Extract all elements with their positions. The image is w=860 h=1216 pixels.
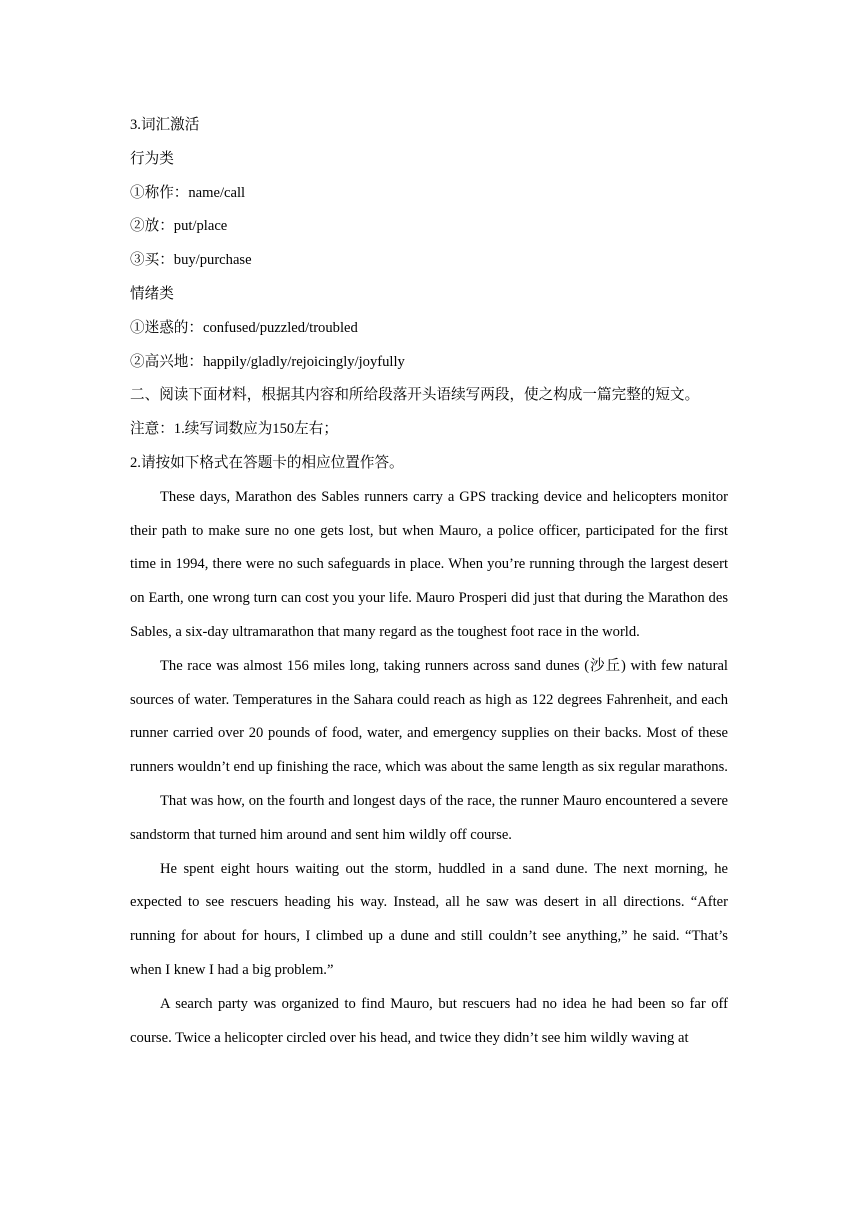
passage-paragraph: The race was almost 156 miles long, taking runners across sand dunes (沙丘) with few natural sources of water. Temperatures in the Sahara could reach as high as 122 degrees Fahrenheit, and each runner carried over 20 pounds of food, water, and emergency supplies on their backs. Most of these runners wouldn’t end up finishing the race, which was about the same length as six regular marathons.: [130, 657, 728, 776]
vocab-item: ①迷惑的：confused/puzzled/troubled: [130, 319, 358, 336]
vocab-item: ①称作：name/call: [130, 184, 246, 201]
task-note-format: 2.请按如下格式在答题卡的相应位置作答。: [130, 454, 404, 471]
task-note-word-count: 注意：1.续写词数应为150左右；: [130, 421, 338, 438]
passage-paragraph: He spent eight hours waiting out the storm, huddled in a sand dune. The next morning, he expected to see rescuers heading his way. Instead, all he saw was desert in all directions. “After running for about for hours, I climbed up a dune and still couldn’t see anything,” he said. “That’s when I knew I had a big problem.”: [130, 860, 728, 978]
vocab-item: ③买：buy/purchase: [130, 252, 252, 269]
passage-paragraph: A search party was organized to find Mauro, but rescuers had no idea he had been so far off course. Twice a helicopter circled over his head, and twice they didn’t see him wildly waving at: [130, 995, 728, 1046]
behavior-category-title: 行为类: [130, 150, 174, 167]
vocab-heading: 3.词汇激活: [130, 117, 200, 133]
passage-paragraph: These days, Marathon des Sables runners carry a GPS tracking device and helicopters monitor their path to make sure no one gets lost, but when Mauro, a police officer, participated for the first time in 1994, there were no such safeguards in place. When you’re running through the largest desert on Earth, one wrong turn can cost you your life. Mauro Prosperi did just that during the Marathon des Sables, a six-day ultramarathon that many regard as the toughest foot race in the world.: [130, 488, 728, 640]
document-page: [130, 109, 728, 1055]
emotion-category-title: 情绪类: [130, 285, 174, 302]
passage-paragraph: That was how, on the fourth and longest days of the race, the runner Mauro encountered a severe sandstorm that turned him around and sent him wildly off course.: [130, 792, 728, 843]
task-instruction: 二、阅读下面材料，根据其内容和所给段落开头语续写两段，使之构成一篇完整的短文。: [130, 387, 700, 404]
vocab-item: ②放：put/place: [130, 218, 228, 235]
vocab-item: ②高兴地：happily/gladly/rejoicingly/joyfully: [130, 353, 405, 370]
